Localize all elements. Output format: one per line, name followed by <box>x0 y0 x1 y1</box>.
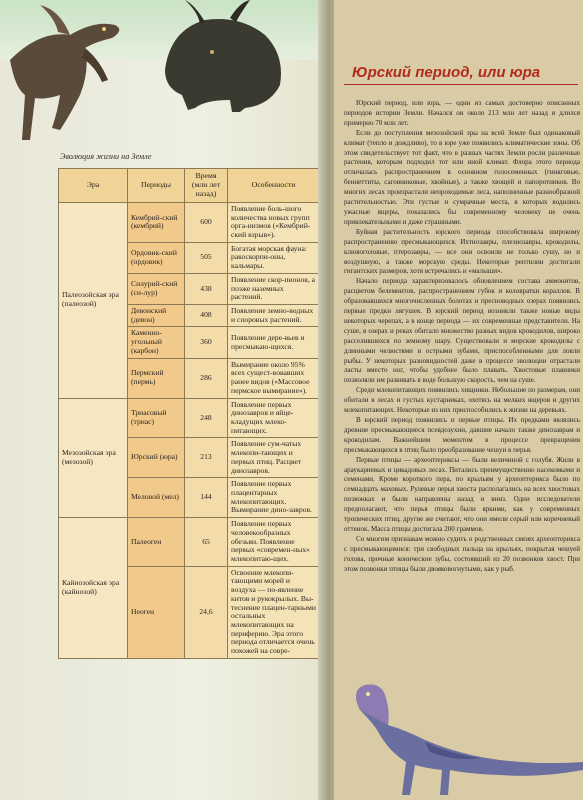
article-paragraph: В юрский период появились и первые птицы. Их предками являлись древние пресмыкающиеся псевдозухии, давшие начало также динозаврам и крокодилам. Важнейшим моментом в процессе превращения пресмыкающихся в птиц было преобразование чешуи в перья. <box>344 416 580 454</box>
table-row <box>59 518 320 567</box>
era-paleozoic: Палеозойская эра (палеозой) <box>59 202 128 398</box>
era-cenozoic: Кайнозойская эра (кайнозой) <box>59 518 128 659</box>
period-cell: Пермский (пермь) <box>128 358 185 398</box>
era-mesozoic: Мезозойская эра (мезозой) <box>59 398 128 518</box>
table-row <box>59 202 320 242</box>
features-cell: Появление первых плацентарных млекопитающих. Вымирание дино-завров. <box>228 478 320 518</box>
time-cell: 360 <box>185 327 228 358</box>
header-features: Особенности <box>228 169 320 203</box>
table-header-row <box>59 169 320 203</box>
period-cell: Силурий-ский (си-лур) <box>128 273 185 304</box>
time-cell: 65 <box>185 518 228 567</box>
evolution-table <box>58 168 320 659</box>
time-cell: 505 <box>185 242 228 273</box>
article-paragraph: Начало периода характеризовалось обновлением состава аммонитов, расцветом белемнитов, распространением губок и коловратки кораллов. В образовавшихся многочисленных болотах и пресноводных озерах появились первые предки лягушек. В юрский период возникли также новые виды некоторых черепах, а в конце периода — их современные представители. На суше, в озерах и реках обитало множество разных видов крокодилов, широко расселившихся по земному шару. Существовали и морские крокодилы с длинными челюстями и острыми зубами, приспособленными для ловли рыбы. У некоторых разновидностей даже в процессе эволюции отрастали ласты вместо ног, чтобы удобнее было плавать. Хвостовые плавники позволяли им развивать в воде большую скорость, чем на суше. <box>344 277 580 385</box>
article-body <box>344 99 580 575</box>
time-cell: 438 <box>185 273 228 304</box>
features-cell: Появление сум-чатых млекопи-тающих и первых птиц. Расцвет динозавров. <box>228 438 320 478</box>
table-row <box>59 398 320 438</box>
features-cell: Появление боль-шого количества новых групп орга-низмов («Кембрий-ский взрыв»). <box>228 202 320 242</box>
time-cell: 24,6 <box>185 566 228 658</box>
features-cell: Появление земно-водных и споровых растений. <box>228 305 320 327</box>
period-cell: Каменно-угольный (карбон) <box>128 327 185 358</box>
archaeopteryx-illustration <box>330 670 583 800</box>
period-cell: Неоген <box>128 566 185 658</box>
header-era: Эра <box>59 169 128 203</box>
article-paragraph: Юрский период, или юра, — один из самых достоверно описанных периодов истории Земли. Начался он около 213 млн лет назад и длился примерно 70 млн лет. <box>344 99 580 127</box>
period-cell: Ордовик-ский (ордовик) <box>128 242 185 273</box>
dinosaur-eye <box>102 27 106 31</box>
features-cell: Появление первых человекообразных обезьян. Появление первых «современ-ных» млекопитаю-щих. <box>228 518 320 567</box>
article-title: Юрский период, или юра <box>352 64 541 81</box>
time-cell: 144 <box>185 478 228 518</box>
article-paragraph: Буйная растительность юрского периода способствовала широкому распространению пресмыкающихся. Ихтиозавры, плезиозавры, крокодилы, клювоголовые, птерозавры, — все они освоили не только сушу, но и воздушную, а также морскую среды. Некоторые рептилии достигали гигантских размеров, хотя встречались и «малыши». <box>344 227 580 276</box>
period-cell: Кембрий-ский (кембрий) <box>128 202 185 242</box>
title-divider <box>344 84 578 85</box>
dinosaur-eye <box>366 692 370 696</box>
time-cell: 248 <box>185 398 228 438</box>
time-cell: 600 <box>185 202 228 242</box>
article-paragraph: Если до поступления мезозойской эры на всей Земле был одинаковый климат (тепло и дождливо), то в юре уже появились климатические зоны. Об этом свидетельствует тот факт, что в разных частях Земли росли различные растения, которым подходил тот или иной климат. Флора этого периода отличалась распространением в основном голосеменных (гинкговые, беннеттиты, саговниковые, хвойные), а также хвощей и папоротников. Во многих лесах произрастали непроходимые леса, наполненные разнообразной растительностью. Эти густые и сумрачные места, в которых водились ужасные ящеры, показались бы современному человеку не очень привлекательными и даже страшными. <box>344 128 580 226</box>
features-cell: Освоение млекопи-тающими морей и воздуха — по-явление китов и рукокрылых. Вы-теснение плацен-тарными остальных млекопитающих на периферию. Эра этого периода отличается очень похожей на совре- <box>228 566 320 658</box>
features-cell: Богатая морская фауна: ракоскорпи-оны, кальмары. <box>228 242 320 273</box>
features-cell: Появление первых динозавров и яйце-кладущих млеко-питающих. <box>228 398 320 438</box>
period-cell: Девонский (девон) <box>128 305 185 327</box>
period-cell: Триасовый (триас) <box>128 398 185 438</box>
article-paragraph: Со многим признакам можно судить о родственных связях археоптерикса с пресмыкающимися: три свободных пальца на крыльях, покрытая чешуей голова, прочные конические зубы, состоявший из 20 позвонков хвост. При этом позвонки птицы были двояковогнутыми, как у рыб. <box>344 534 580 573</box>
article-paragraph: Среди млекопитающих появились хищники. Небольшие по размерам, они обитали в лесах и густых кустарниках, охотясь на мелких ящеров и других млекопитающих. Некоторые из них приспособились к жизни на деревьях. <box>344 386 580 415</box>
time-cell: 286 <box>185 358 228 398</box>
table-caption: Эволюция жизни на Земле <box>60 152 152 161</box>
time-cell: 408 <box>185 305 228 327</box>
period-cell: Меловой (мел) <box>128 478 185 518</box>
article-paragraph: Первые птицы — археоптериксы — были величиной с голубя. Жили в араукариевых и цикадовых лесах. Питались преимущественно насекомыми и семенами. Кроме короткого пера, по крыльям у археоптерикса было по семнадцать маховых. Рулевые перья хвоста располагались на всех хвостовых позвонках и были направлены назад и вниз. Одни исследователи предполагают, что перья птицы были яркими, как у современных тропических птиц, другие же считают, что они имели серый или коричневый оттенок. Масса птицы достигала 200 граммов. <box>344 455 580 533</box>
header-time: Время (млн лет назад) <box>185 169 228 203</box>
features-cell: Появление скор-пионов, а позже наземных растений. <box>228 273 320 304</box>
features-cell: Появление дере-вьев и пресмыкаю-щихся. <box>228 327 320 358</box>
features-cell: Вымирание около 95% всех сущест-вовавших ранее видов («Массовое пермское вымирание»). <box>228 358 320 398</box>
time-cell: 213 <box>185 438 228 478</box>
dinosaur-eye <box>210 50 214 54</box>
header-period: Периоды <box>128 169 185 203</box>
dinosaur-illustration-top <box>0 0 330 150</box>
period-cell: Юрский (юра) <box>128 438 185 478</box>
period-cell: Палеоген <box>128 518 185 567</box>
